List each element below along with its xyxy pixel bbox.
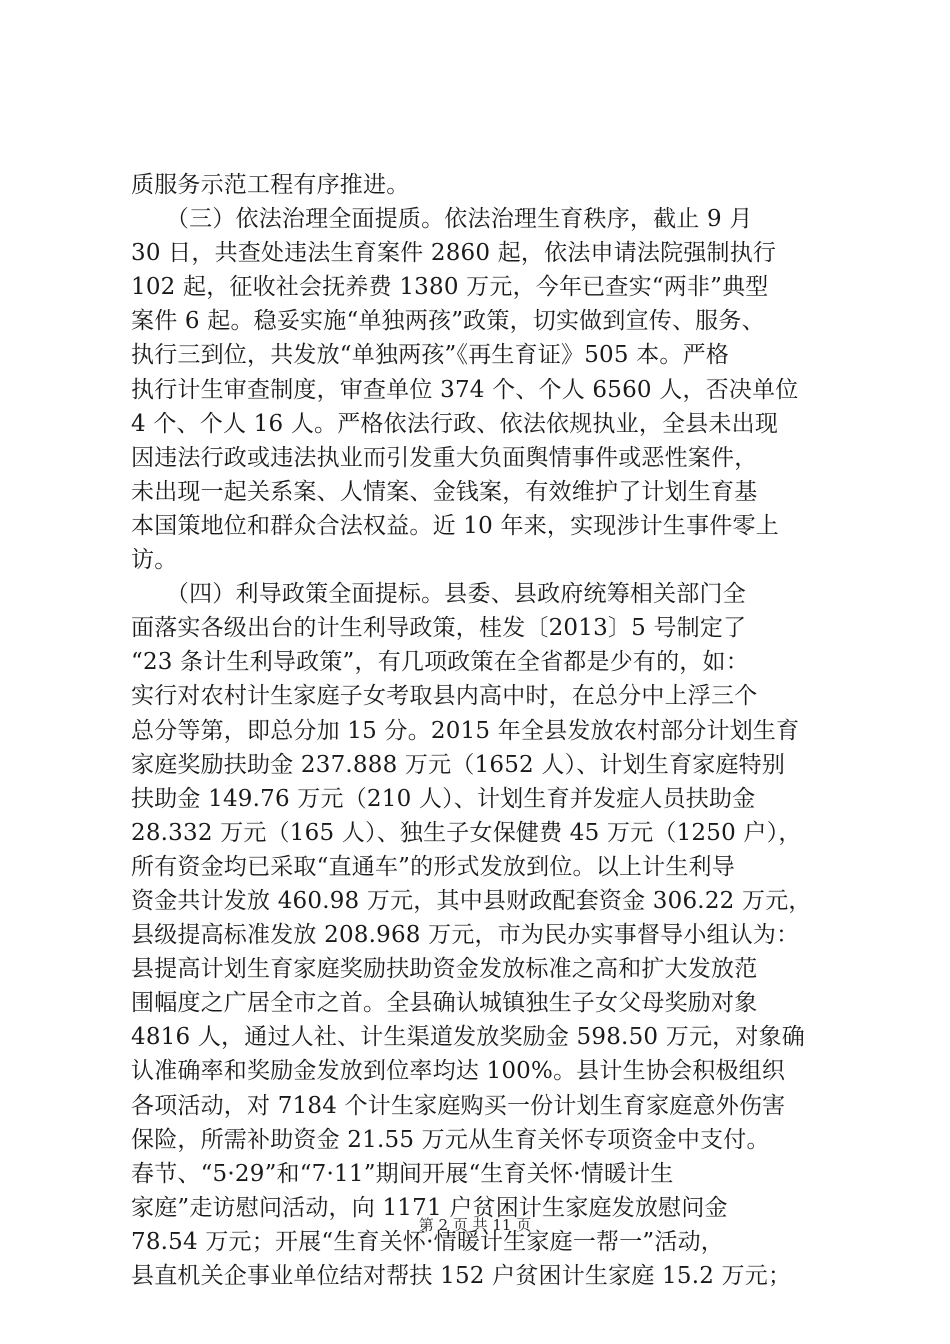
text-line: 县直机关企事业单位结对帮扶 152 户贫困计生家庭 15.2 万元；	[131, 1263, 792, 1289]
text-line: 实行对农村计生家庭子女考取县内高中时，在总分中上浮三个	[131, 683, 758, 710]
text-line: 县提高计划生育家庭奖励扶助资金发放标准之高和扩大发放范	[131, 956, 758, 983]
text-line: 扶助金 149.76 万元（210 人）、计划生育并发症人员扶助金	[131, 785, 756, 812]
text-line: （三）依法治理全面提质。依法治理生育秩序，截止 9 月	[131, 206, 753, 233]
text-line: 本国策地位和群众合法权益。近 10 年来，实现涉计生事件零上	[131, 512, 779, 539]
text-line: 春节、“5·29”和“7·11”期间开展“生育关怀·情暖计生	[131, 1160, 674, 1187]
text-line: 执行三到位，共发放“单独两孩”《再生育证》505 本。严格	[131, 342, 730, 369]
text-line: 认准确率和奖励金发放到位率均达 100%。县计生协会积极组织	[131, 1058, 786, 1085]
text-line: 围幅度之广居全市之首。全县确认城镇独生子女父母奖励对象	[131, 990, 758, 1017]
text-line: 面落实各级出台的计生利导政策，桂发〔2013〕5 号制定了	[131, 615, 747, 642]
text-line: 家庭奖励扶助金 237.888 万元（1652 人）、计划生育家庭特别	[131, 751, 786, 778]
text-line: 4 个、个人 16 人。严格依法行政、依法依规执业，全县未出现	[131, 410, 779, 437]
text-line: 78.54 万元；开展“生育关怀·情暖计生家庭一帮一”活动，	[131, 1228, 724, 1255]
page-number-label: 第 2 页 共 11 页	[418, 1216, 532, 1234]
text-line: 执行计生审查制度，审查单位 374 个、个人 6560 人，否决单位	[131, 376, 799, 403]
text-line: 30 日，共查处违法生育案件 2860 起，依法申请法院强制执行	[131, 240, 777, 267]
text-line: 案件 6 起。稳妥实施“单独两孩”政策，切实做到宣传、服务、	[131, 308, 765, 335]
text-line: 访。	[131, 547, 178, 574]
text-line: 保险，所需补助资金 21.55 万元从生育关怀专项资金中支付。	[131, 1126, 770, 1153]
text-line: 28.332 万元（165 人）、独生子女保健费 45 万元（1250 户），	[131, 819, 802, 846]
text-line: “23 条计生利导政策”，有几项政策在全省都是少有的，如：	[131, 649, 749, 676]
text-line: 总分等第，即总分加 15 分。2015 年全县发放农村部分计划生育	[131, 717, 800, 744]
text-line: 各项活动，对 7184 个计生家庭购买一份计划生育家庭意外伤害	[131, 1092, 786, 1119]
text-line: 未出现一起关系案、人情案、金钱案，有效维护了计划生育基	[131, 478, 758, 505]
text-line: 质服务示范工程有序推进。	[131, 172, 410, 198]
text-line: 县级提高标准发放 208.968 万元，市为民办实事督导小组认为：	[131, 922, 800, 949]
text-line: 所有资金均已采取“直通车”的形式发放到位。以上计生利导	[131, 853, 735, 880]
body-text	[131, 168, 831, 1293]
text-line: （四）利导政策全面提标。县委、县政府统筹相关部门全	[131, 581, 746, 608]
text-line: 资金共计发放 460.98 万元，其中县财政配套资金 306.22 万元，	[131, 887, 812, 914]
text-line: 家庭”走访慰问活动，向 1171 户贫困计生家庭发放慰问金	[131, 1194, 728, 1221]
text-line: 4816 人，通过人社、计生渠道发放奖励金 598.50 万元，对象确	[131, 1024, 805, 1051]
text-line: 102 起，征收社会抚养费 1380 万元，今年已查实“两非”典型	[131, 274, 769, 301]
page-footer	[0, 1214, 950, 1235]
text-line: 因违法行政或违法执业而引发重大负面舆情事件或恶性案件，	[131, 444, 758, 471]
